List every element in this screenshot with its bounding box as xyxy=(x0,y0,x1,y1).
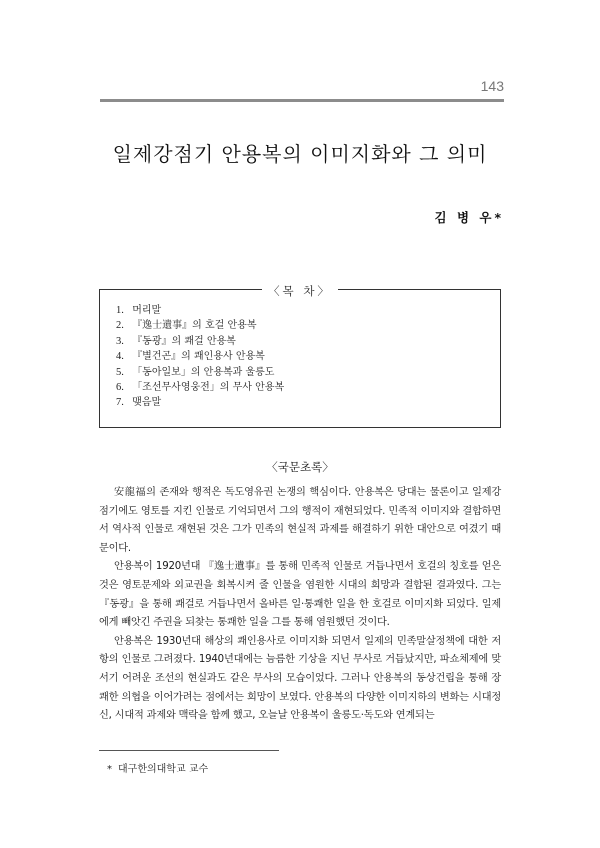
abstract-paragraph: 안용복은 1930년대 해상의 쾌인용사로 이미지화 되면서 일제의 민족말살정책에 대한 저항의 인물로 그려졌다. 1940년대에는 늠름한 기상을 지닌 무사로 거듭났지만, 파쇼체제에 맞서기 어려운 조선의 현실과도 같은 무사의 모습이었다. 그러나 안용복의 동상건립을 통해 장쾌한 의협을 이어가려는 점에서는 희망이 보였다. 안용복의 다양한 이미지하의 변화는 시대정신, 시대적 과제와 맥락을 함께 했고, 오늘날 안용복이 울릉도·독도와 연계되는 xyxy=(99,635,501,722)
toc-item-text: 머리말 xyxy=(132,305,162,316)
toc-item-text: 「동아일보」의 안용복과 울릉도 xyxy=(132,366,275,378)
header-rule xyxy=(100,99,504,102)
toc-item-number: 2. xyxy=(116,320,124,332)
toc-list xyxy=(116,303,284,411)
page-number: 143 xyxy=(480,78,504,94)
toc-item xyxy=(116,318,284,333)
abstract-paragraph: 안용복이 1920년대 『逸士遺事』를 통해 민족적 인물로 거듭나면서 호걸의 칭호를 얻은 것은 영토문제와 외교권을 회복시켜 줄 인물을 염원한 시대의 희망과 결합된 결과였다. 그는 『동광』을 통해 쾌걸로 거듭나면서 올바른 일·통쾌한 일을 한 호걸로 이미지화 되었다. 일제에게 빼앗긴 주권을 되찾는 통쾌한 일을 그를 통해 염원했던 것이다. xyxy=(99,561,501,629)
toc-item-number: 3. xyxy=(116,335,124,347)
toc-item-text: 맺음말 xyxy=(132,397,162,409)
footnote xyxy=(107,760,208,775)
toc-item xyxy=(116,334,284,349)
toc-item-number: 5. xyxy=(116,366,124,378)
toc-item-number: 1. xyxy=(116,305,124,316)
toc-item-text: 『逸士遺事』의 호걸 안용복 xyxy=(132,320,257,332)
toc-item xyxy=(116,349,284,364)
toc-item-number: 7. xyxy=(116,397,124,409)
toc-item xyxy=(116,380,284,395)
toc-item xyxy=(116,365,284,380)
article-author: 김 병 우* xyxy=(434,210,504,225)
toc-item-text: 『동광』의 쾌걸 안용복 xyxy=(132,335,236,347)
footnote-text: 대구한의대학교 교수 xyxy=(118,764,209,775)
toc-item-text: 「조선무사영웅전」의 무사 안용복 xyxy=(132,382,285,394)
toc-item xyxy=(116,395,284,410)
table-of-contents xyxy=(99,289,501,428)
footnote-mark: * xyxy=(107,764,112,775)
footnote-rule xyxy=(99,750,279,751)
toc-item-number: 4. xyxy=(116,351,124,363)
toc-item-number: 6. xyxy=(116,382,124,394)
article-title: 일제강점기 안용복의 이미지화와 그 의미 xyxy=(112,142,488,166)
toc-heading-wrap xyxy=(0,280,600,299)
abstract-paragraph: 安龍福의 존재와 행적은 독도영유권 논쟁의 핵심이다. 안용복은 당대는 물론이고 일제강점기에도 영토를 지킨 인물로 기억되면서 그의 행적이 재현되었다. 민족적 이미지와 결합하면서 역사적 인물로 재현된 것은 그가 민족의 현실적 과제를 해결하기 위한 대안으로 여겼기 때문이다. xyxy=(99,487,501,554)
toc-item xyxy=(116,303,284,318)
toc-item-text: 『별건곤』의 쾌인용사 안용복 xyxy=(132,351,265,363)
abstract-heading: 〈국문초록〉 xyxy=(266,460,334,474)
toc-heading: 〈목 차〉 xyxy=(262,284,338,298)
abstract-body xyxy=(99,484,501,726)
